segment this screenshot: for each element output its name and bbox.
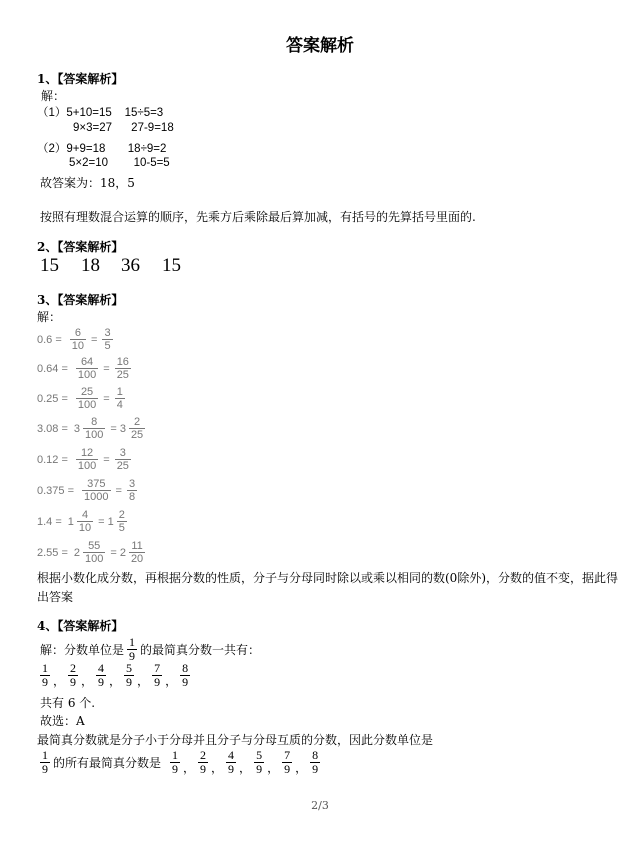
equals-sign: =: [91, 333, 98, 346]
mixed-whole: 2: [73, 546, 81, 559]
fraction-simplified: [115, 356, 131, 381]
numerator: 4: [228, 748, 235, 762]
fraction: [70, 327, 86, 352]
proper-fraction: [40, 662, 50, 689]
numerator: 1: [172, 748, 179, 762]
numerator: 7: [154, 661, 161, 675]
q4-count: 共有 6 个.: [40, 696, 96, 710]
numerator: 3: [128, 478, 136, 490]
unit-fraction-2-denominator: 9: [42, 762, 48, 776]
q1-solve: 解：: [41, 89, 66, 103]
q3-solve: 解：: [37, 310, 62, 324]
conversion-row: [37, 327, 115, 352]
q1-line-3: （2）9+9=18 18÷9=2: [37, 143, 167, 155]
q1-note: 按照有理数混合运算的顺序，先乘方后乘除最后算加减，有括号的先算括号里面的.: [40, 210, 476, 224]
mixed-whole: 1: [67, 515, 74, 528]
equals-sign: =: [98, 515, 105, 528]
equals-sign: =: [103, 453, 110, 466]
proper-fraction: [254, 749, 264, 776]
fraction-simplified: [115, 447, 131, 472]
equals-sign: =: [115, 484, 122, 497]
fraction: [76, 447, 98, 472]
unit-fraction: [127, 636, 137, 663]
q1-answer: 故答案为：18，5: [40, 176, 135, 190]
unit-fraction-2: [40, 749, 50, 776]
numerator: 8: [182, 661, 189, 675]
q4-note-line-2-text: 的所有最简真分数是: [53, 756, 162, 770]
proper-fraction: [310, 749, 320, 776]
proper-fraction: [226, 749, 236, 776]
equals-sign: =: [110, 546, 117, 559]
mixed-whole: 3: [73, 422, 81, 435]
numerator: 55: [88, 540, 101, 552]
q3-header: 3、【答案解析】: [37, 293, 124, 307]
numerator: 16: [116, 356, 129, 368]
denominator: 5: [104, 340, 111, 352]
denominator: 25: [116, 369, 129, 381]
q4-fraction-list: [37, 662, 193, 689]
q4-choice: 故选：A: [40, 714, 85, 728]
q1-line-1: （1）5+10=15 15÷5=3: [37, 107, 164, 119]
numerator: 1: [116, 386, 123, 398]
denominator: 9: [98, 675, 105, 689]
denominator: 8: [128, 491, 136, 503]
q4-line-1-post: 的最简真分数一共有：: [140, 643, 261, 657]
denominator: 100: [85, 553, 104, 565]
denominator: 10: [78, 522, 92, 534]
fraction: [77, 509, 93, 534]
numerator: 2: [70, 661, 77, 675]
denominator: 100: [85, 429, 104, 441]
proper-fraction: [152, 662, 162, 689]
q1-header: 1、【答案解析】: [37, 72, 124, 86]
denominator: 25: [130, 429, 144, 441]
q2-answer-1: 15: [40, 255, 59, 276]
q2-answer-3: 36: [121, 255, 140, 276]
denominator: 5: [118, 522, 125, 534]
comma: ，: [211, 761, 224, 775]
comma: ，: [165, 674, 178, 688]
denominator: 25: [116, 460, 129, 472]
numerator: 6: [74, 327, 81, 339]
denominator: 9: [228, 762, 235, 776]
denominator: 9: [126, 675, 133, 689]
page-title: 答案解析: [286, 36, 354, 56]
q2-answer-2: 18: [81, 255, 100, 276]
numerator: 375: [87, 478, 106, 490]
denominator: 100: [77, 460, 97, 472]
q3-note-line-2: 出答案: [37, 590, 74, 604]
denominator: 9: [284, 762, 291, 776]
denominator: 9: [182, 675, 189, 689]
decimal-label: 0.64 =: [37, 362, 68, 375]
denominator: 9: [200, 762, 207, 776]
numerator: 3: [119, 447, 126, 459]
mixed-whole: 3: [119, 422, 126, 435]
fraction-simplified: [129, 540, 145, 565]
conversion-row: [37, 447, 133, 472]
numerator: 2: [118, 509, 125, 521]
numerator: 5: [256, 748, 263, 762]
page-number: 2/3: [311, 799, 329, 812]
q2-answer-4: 15: [162, 255, 181, 276]
proper-fraction: [170, 749, 180, 776]
proper-fraction: [124, 662, 134, 689]
denominator: 9: [70, 675, 77, 689]
q4-note-line-2: [37, 749, 323, 776]
denominator: 1000: [84, 491, 109, 503]
decimal-label: 0.25 =: [37, 392, 68, 405]
unit-fraction-numerator: 1: [129, 635, 136, 649]
fraction: [82, 478, 110, 503]
decimal-label: 3.08 =: [37, 422, 68, 435]
denominator: 10: [71, 340, 85, 352]
q4-line-1-pre: 解：分数单位是: [40, 643, 125, 657]
decimal-label: 2.55 =: [37, 546, 68, 559]
q4-fraction-list-2: [167, 749, 323, 776]
numerator: 12: [80, 447, 94, 459]
comma: ，: [137, 674, 150, 688]
numerator: 7: [284, 748, 291, 762]
proper-fraction: [96, 662, 106, 689]
numerator: 64: [80, 356, 94, 368]
numerator: 8: [312, 748, 319, 762]
denominator: 100: [77, 369, 97, 381]
numerator: 5: [126, 661, 133, 675]
decimal-label: 0.6 =: [37, 333, 62, 346]
numerator: 3: [104, 327, 111, 339]
fraction: [83, 416, 105, 441]
decimal-label: 0.12 =: [37, 453, 68, 466]
q4-line-1: [40, 636, 260, 663]
proper-fraction: [180, 662, 190, 689]
proper-fraction: [68, 662, 78, 689]
comma: ，: [53, 674, 66, 688]
q2-header: 2、【答案解析】: [37, 240, 124, 254]
proper-fraction: [282, 749, 292, 776]
mixed-whole: 1: [107, 515, 114, 528]
comma: ，: [295, 761, 308, 775]
q1-line-4: 5×2=10 10-5=5: [69, 157, 170, 169]
conversion-row: [37, 386, 127, 411]
conversion-row: [37, 356, 133, 381]
conversion-row: [37, 540, 147, 565]
denominator: 4: [116, 399, 123, 411]
denominator: 20: [130, 553, 144, 565]
comma: ，: [183, 761, 196, 775]
q4-header: 4、【答案解析】: [37, 619, 124, 633]
fraction: [76, 356, 98, 381]
comma: ，: [81, 674, 94, 688]
fraction: [83, 540, 105, 565]
numerator: 1: [42, 661, 48, 675]
equals-sign: =: [103, 362, 110, 375]
numerator: 25: [80, 386, 94, 398]
denominator: 9: [312, 762, 319, 776]
q3-note-line-1: 根据小数化成分数，再根据分数的性质，分子与分母同时除以或乘以相同的数(0除外)，分数的值不变，据此得: [37, 571, 619, 585]
decimal-label: 0.375 =: [37, 484, 75, 497]
mixed-whole: 2: [119, 546, 126, 559]
fraction-simplified: [127, 478, 137, 503]
denominator: 9: [256, 762, 263, 776]
numerator: 8: [91, 416, 98, 428]
conversion-row: [37, 416, 147, 441]
equals-sign: =: [103, 392, 110, 405]
numerator: 2: [134, 416, 141, 428]
q1-line-2: 9×3=27 27-9=18: [73, 122, 174, 134]
fraction-simplified: [115, 386, 125, 411]
unit-fraction-2-numerator: 1: [42, 748, 48, 762]
fraction-simplified: [117, 509, 127, 534]
comma: ，: [267, 761, 280, 775]
fraction-simplified: [102, 327, 112, 352]
denominator: 9: [154, 675, 161, 689]
comma: ，: [109, 674, 122, 688]
equals-sign: =: [110, 422, 117, 435]
q4-note-line-1: 最简真分数就是分子小于分母并且分子与分母互质的分数，因此分数单位是: [37, 733, 434, 747]
numerator: 4: [98, 661, 105, 675]
denominator: 9: [172, 762, 179, 776]
fraction: [76, 386, 98, 411]
conversion-row: [37, 509, 129, 534]
numerator: 4: [81, 509, 89, 521]
denominator: 100: [77, 399, 97, 411]
decimal-label: 1.4 =: [37, 515, 62, 528]
conversion-row: [37, 478, 139, 503]
numerator: 11: [131, 540, 143, 552]
unit-fraction-denominator: 9: [129, 649, 136, 663]
denominator: 9: [42, 675, 48, 689]
proper-fraction: [198, 749, 208, 776]
comma: ，: [239, 761, 252, 775]
numerator: 2: [200, 748, 207, 762]
fraction-simplified: [129, 416, 145, 441]
